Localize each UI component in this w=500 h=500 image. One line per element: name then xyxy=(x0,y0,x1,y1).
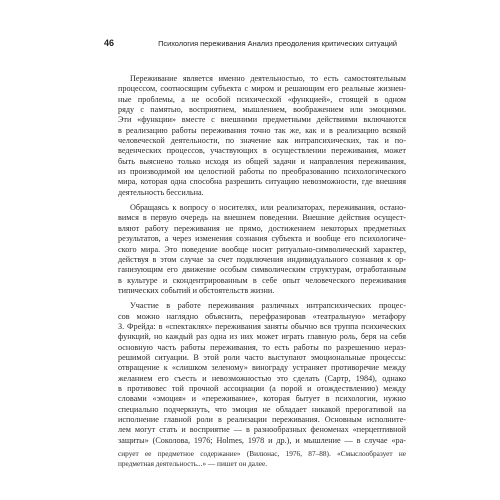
text-line: Обращаясь к вопросу о носителях, или реализаторах, переживания, остано- xyxy=(130,203,406,213)
text-line: действуя в этом случае за счет подключения индивидуального сознания к ор- xyxy=(118,254,406,264)
text-line: в реализацию работы переживания точно так же, как и в реализацию всякой xyxy=(118,125,406,135)
text-line: защиты» (Соколова, 1976; Holmes, 1978 и др.), и мышление — в случае «ра- xyxy=(118,435,406,445)
text-line: быть выяснено только исходя из общей задачи и направления переживания, xyxy=(118,156,406,166)
text-line: ные проблемы, а не особой психической «функцией», стоящей в одном xyxy=(118,94,406,104)
text-line: типических событий и обстоятельств жизни. xyxy=(118,285,275,295)
text-line: вимся в первую очередь на внешнем поведении. Внешние действия осущест- xyxy=(118,213,406,223)
footnote-line: сирует ее предметное содержание» (Вилюнас, 1976, 87–88). «Смыслообразует не xyxy=(118,449,406,458)
text-line: процессом, соотносящим субъекта с миром и решающим его реальные жизнен- xyxy=(118,84,406,94)
text-line: основную часть работы переживания, то есть работы по разрешению нераз- xyxy=(118,342,406,352)
paragraph xyxy=(118,301,406,446)
text-line: Переживание является именно деятельностью, то есть самостоятельным xyxy=(130,74,406,83)
footnote-line: предметная деятельность...» — пишет он далее. xyxy=(118,458,268,468)
text-line: в противовес той прочной ассоциации (а порой и отождествлению) между xyxy=(118,383,406,393)
text-line: ряду с памятью, восприятием, мышлением, воображением или эмоциями. xyxy=(118,105,406,115)
text-line: функций, но каждый раз одна из них может играть главную роль, беря на себя xyxy=(118,332,406,342)
text-line: исполнение главной роли в реализации переживания. Основным исполните- xyxy=(118,415,406,424)
running-header xyxy=(104,38,424,48)
running-title: Психология переживания Анализ преодоления критических ситуаций xyxy=(158,39,398,48)
text-line: человеческой деятельности, по значение как интрапсихических, так и по- xyxy=(118,136,406,146)
body-text xyxy=(118,74,406,446)
text-line: вляют работу переживания не прямо, достижением некоторых предметных xyxy=(118,223,406,233)
text-line: отвращение к «слишком зеленому» винограду устраняет противоречие между xyxy=(118,363,406,373)
paragraph xyxy=(118,203,406,296)
text-line: мира, которая одна способна разрешить ситуацию невозможности, где внешняя xyxy=(118,177,406,187)
text-line: ганизующим его движение особым символическим структурам, отработанным xyxy=(118,265,406,275)
text-line: словами «эмоция» и «переживание», которая бытует в психологии, нужно xyxy=(118,394,406,404)
paragraph xyxy=(118,74,406,198)
text-line: Эти «функции» вместе с внешними предметными действиями включаются xyxy=(118,115,406,125)
text-line: З. Фрейда: в «спектаклях» переживания заняты обычно вся труппа психических xyxy=(118,321,406,331)
footnote xyxy=(118,449,406,468)
text-line: лем могут стать и восприятие — в разнообразных феноменах «перцептивной xyxy=(118,425,406,435)
text-line: желанием его съесть и невозможностью это сделать (Сартр, 1984), однако xyxy=(118,373,406,383)
text-line: веденческих процессов, участвующих в осуществлении переживания, может xyxy=(118,146,406,156)
text-line: результатов, а через изменения сознания субъекта и вообще его психологиче- xyxy=(118,234,406,244)
text-line: из производимой им целостной работы по преобразованию психологического xyxy=(118,167,406,177)
text-line: специально подчеркнуть, что эмоция не обладает никакой прерогативой на xyxy=(118,404,406,414)
text-line: решимой ситуации. В этой роли часто выступают эмоциональные процессы: xyxy=(118,352,406,362)
text-line: в культуре и скондентрированным в себе опыт человеческого переживания xyxy=(118,275,406,285)
text-line: сов можно наглядно объяснить, перефразировав «театральную» метафору xyxy=(118,311,406,321)
text-line: Участие в работе переживания различных интрапсихических процес- xyxy=(130,301,406,311)
text-line: деятельность бессильна. xyxy=(118,187,204,197)
page-number: 46 xyxy=(104,38,115,48)
text-line: ского мира. Это поведение вообще носит ритуально-символический характер, xyxy=(118,244,406,254)
